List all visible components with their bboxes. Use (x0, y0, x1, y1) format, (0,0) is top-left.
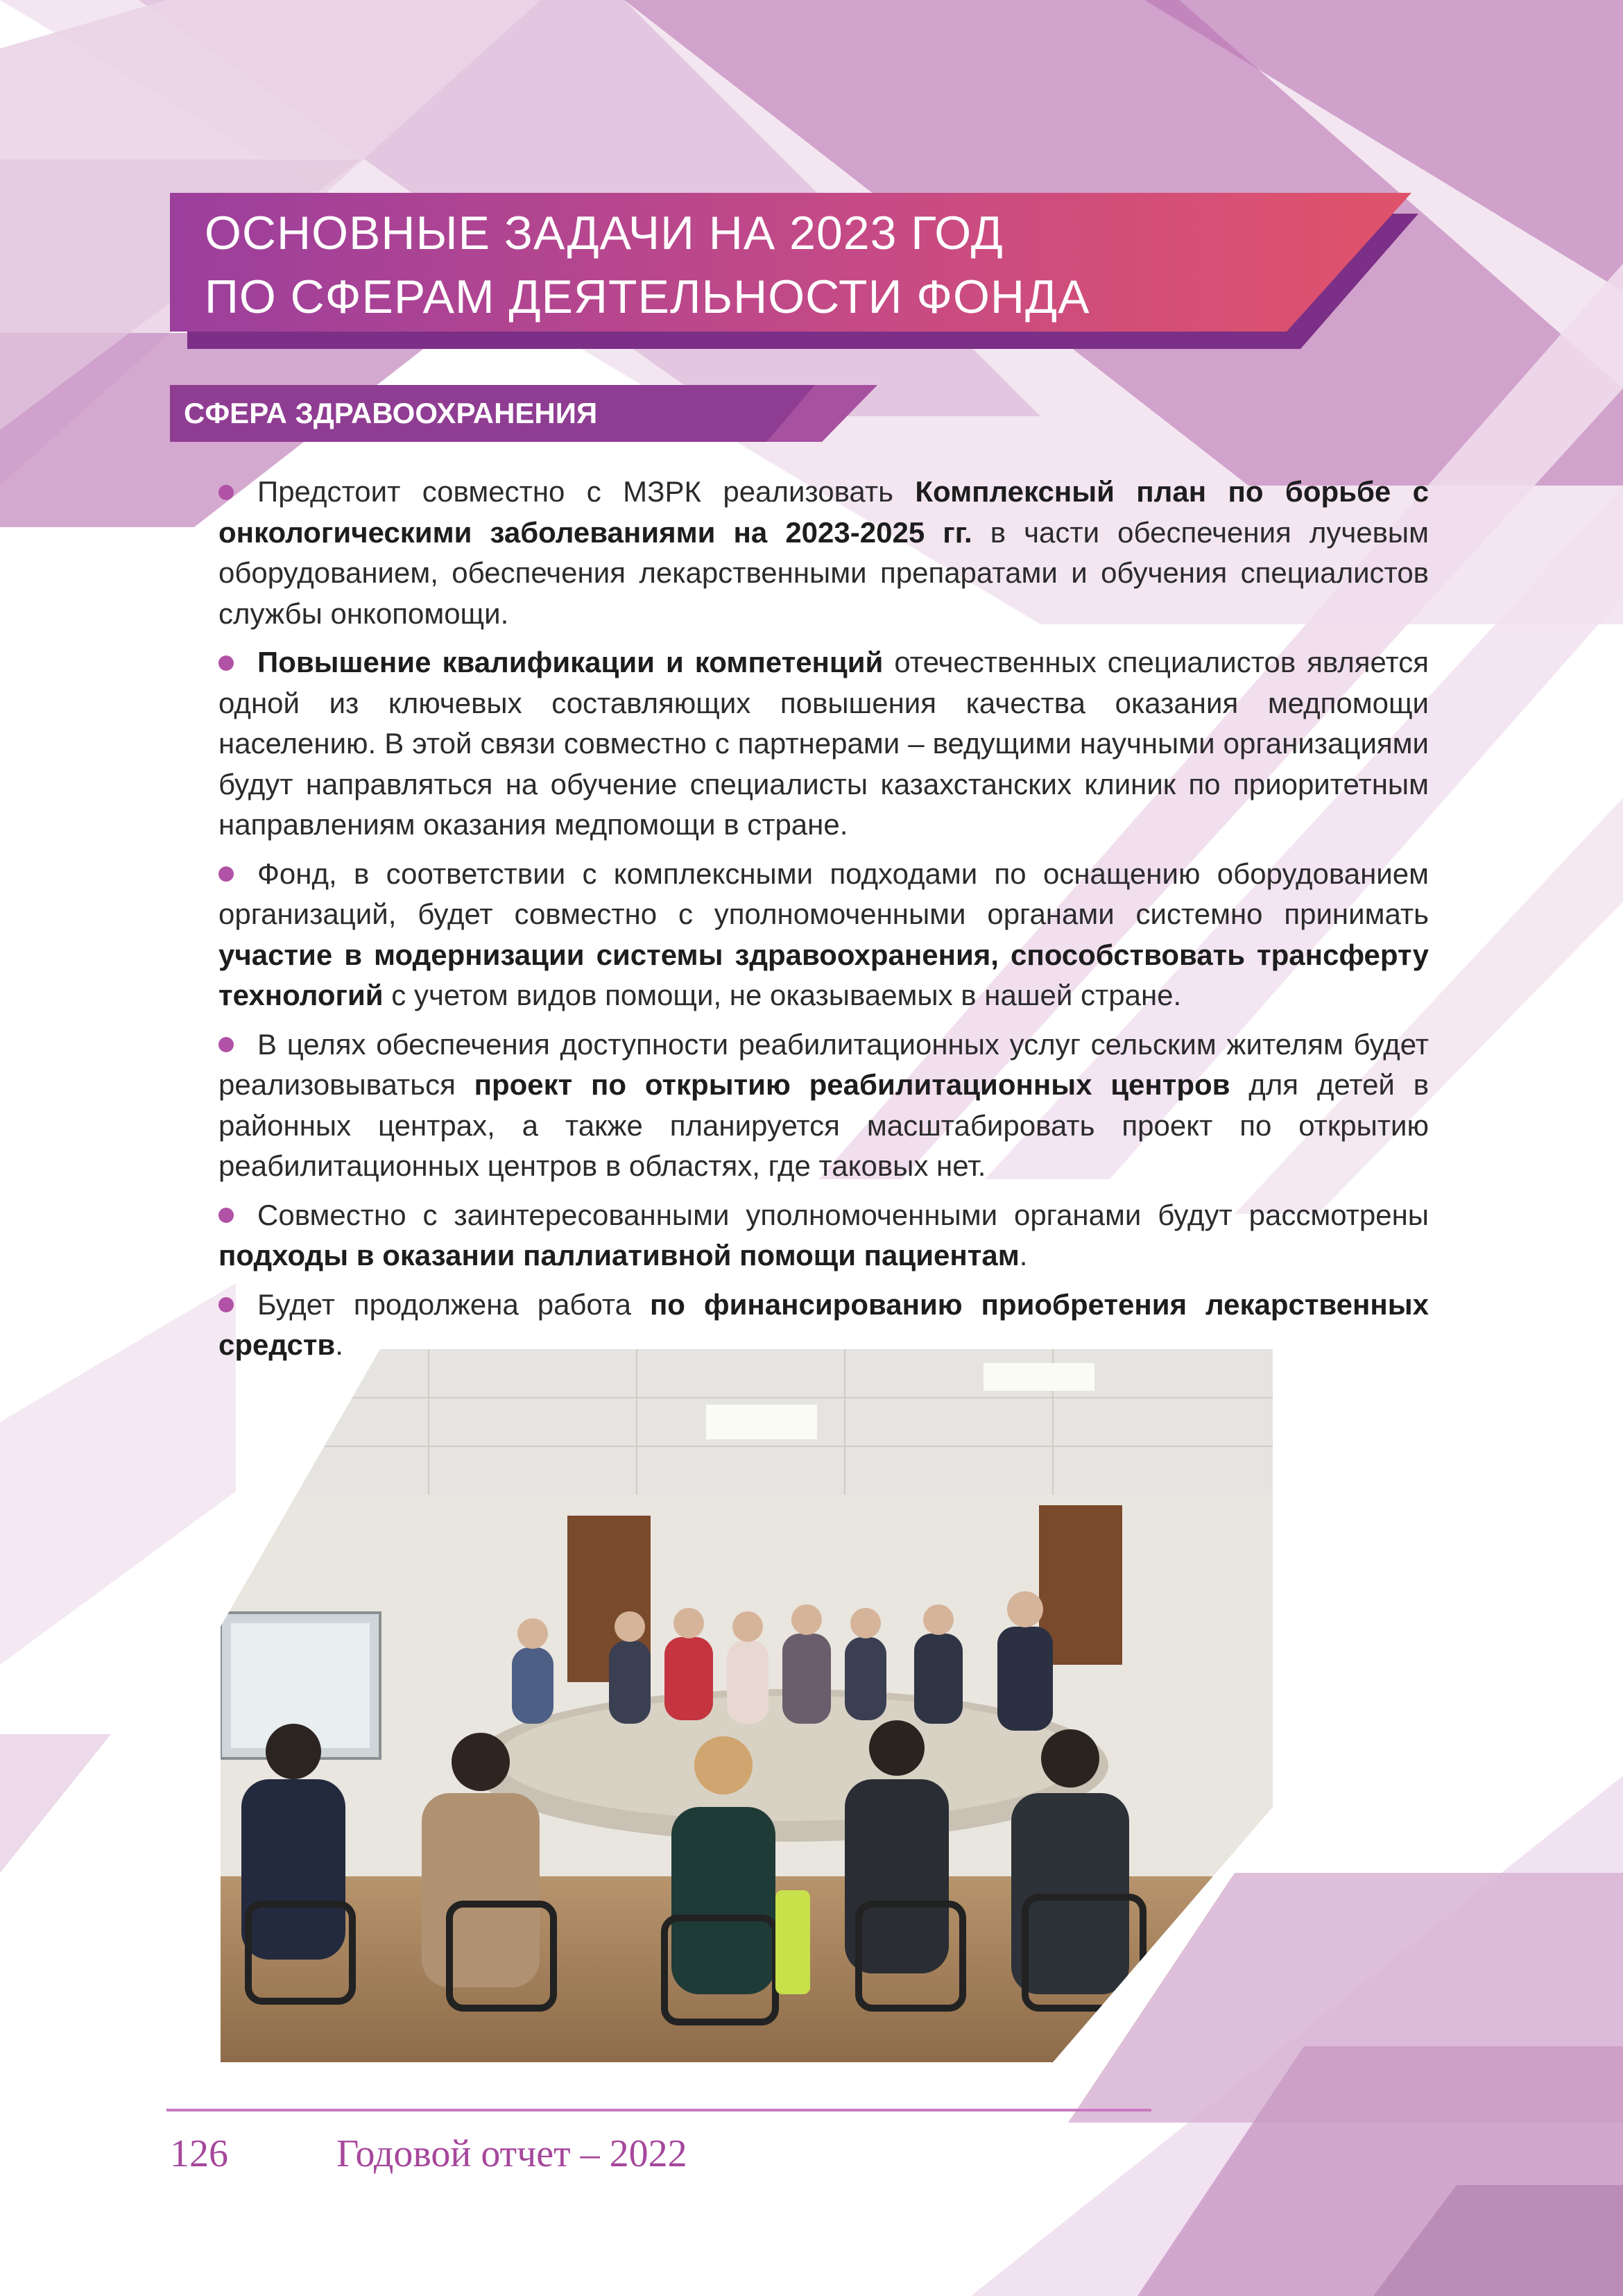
bullet-icon (218, 1297, 234, 1312)
list-item: Фонд, в соответствии с комплексными подходами по оснащению оборудованием организаций, будет совместно с уполномоченными органами системно принимать участие в модернизации системы здравоохранения, способствовать трансферту технологий с учетом видов помощи, не оказываемых в нашей стране. (218, 857, 1429, 1011)
bullet-icon (218, 485, 234, 500)
section-title: СФЕРА ЗДРАВООХРАНЕНИЯ (184, 397, 598, 429)
page-title (205, 201, 1384, 329)
list-item: Будет продолжена работа по финансированию приобретения лекарственных средств. (218, 1287, 1429, 1361)
report-title: Годовой отчет – 2022 (336, 2132, 687, 2175)
bullet-icon (218, 656, 234, 671)
footer-divider (166, 2109, 1151, 2111)
bullet-icon (218, 1208, 234, 1223)
bullet-icon (218, 1037, 234, 1052)
task-list (218, 472, 1429, 1374)
list-item: Повышение квалификации и компетенций отечественных специалистов является одной из ключевых составляющих повышения качества оказания медпомощи населению. В этой связи совместно с партнерами – ведущими научными организациями будут направляться на обучение специалисты казахстанских клиник по приоритетным направлениям оказания медпомощи в стране. (218, 646, 1429, 841)
bullet-icon (218, 866, 234, 882)
list-item: В целях обеспечения доступности реабилитационных услуг сельским жителям будет реализовываться проект по открытию реабилитационных центров для детей в районных центрах, а также планируется масштабировать проект по открытию реабилитационных центров в областях, где таковых нет. (218, 1027, 1429, 1182)
page-title-line-2: ПО СФЕРАМ ДЕЯТЕЛЬНОСТИ ФОНДА (205, 271, 1090, 323)
list-item: Предстоит совместно с МЗРК реализовать Комплексный план по борьбе с онкологическими заболеваниями на 2023-2025 гг. в части обеспечения лучевым оборудованием, обеспечения лекарственными препаратами и обучения специалистов службы онкопомощи. (218, 475, 1429, 630)
page-number: 126 (170, 2132, 228, 2175)
meeting-photo (221, 1349, 1273, 2062)
page-title-line-1: ОСНОВНЫЕ ЗАДАЧИ НА 2023 ГОД (205, 207, 1004, 259)
list-item: Совместно с заинтересованными уполномоченными органами будут рассмотрены подходы в оказании паллиативной помощи пациентам. (218, 1198, 1429, 1271)
